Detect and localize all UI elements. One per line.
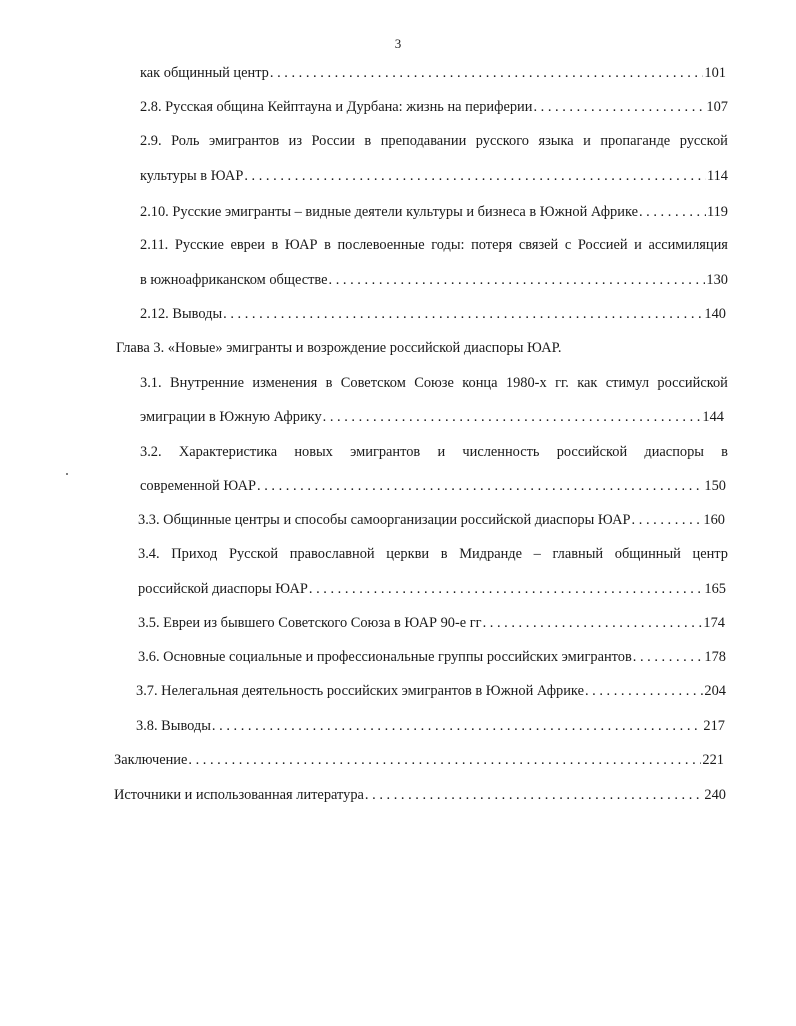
toc-word: Россией <box>577 237 628 253</box>
toc-entry-2-10 <box>140 203 728 221</box>
toc-entry-2-9-first-line <box>140 132 728 150</box>
toc-word: новых <box>294 444 333 460</box>
toc-word: Мидранде <box>459 546 522 562</box>
toc-word: пропаганде <box>600 133 671 149</box>
toc-entry-text: 2.8. Русская община Кейптауна и Дурбана: жизнь на периферии <box>140 99 533 115</box>
toc-word: и <box>583 133 591 149</box>
toc-entry-3-2-first-line <box>140 443 728 461</box>
toc-word: эмигрантов <box>350 444 421 460</box>
toc-leader-dots <box>329 271 706 289</box>
toc-entry-page: 101 <box>704 65 726 81</box>
toc-entry-3-6 <box>138 648 726 666</box>
toc-entry-page: 165 <box>704 581 726 597</box>
toc-word: в <box>440 546 448 562</box>
toc-word: годы: <box>431 237 465 253</box>
toc-entry-3-1 <box>140 408 724 426</box>
toc-entry-page: 160 <box>703 512 725 528</box>
toc-entry-page: 140 <box>704 306 726 322</box>
toc-word: изменения <box>252 375 318 391</box>
toc-entry-3-8 <box>136 717 725 735</box>
toc-entry-page: 178 <box>704 649 726 665</box>
toc-entry-2-7-cont <box>140 64 726 82</box>
toc-entry-text: 2.10. Русские эмигранты – видные деятели культуры и бизнеса в Южной Африке <box>140 204 638 220</box>
toc-entry-text: российской диаспоры ЮАР <box>138 581 308 597</box>
toc-leader-dots <box>632 511 703 529</box>
toc-entry-page: 114 <box>706 168 728 184</box>
page-number: 3 <box>394 36 402 51</box>
toc-word: Советском <box>340 375 406 391</box>
toc-leader-dots <box>257 477 703 495</box>
toc-word: послевоенные <box>337 237 425 253</box>
chapter-3-heading: Глава 3. «Новые» эмигранты и возрождение российской диаспоры ЮАР. <box>116 340 562 356</box>
toc-leader-dots <box>639 203 706 221</box>
toc-leader-dots <box>188 751 701 769</box>
toc-entry-page: 144 <box>702 409 724 425</box>
toc-entry-text: культуры в ЮАР <box>140 168 244 184</box>
toc-entry-2-8 <box>140 98 728 116</box>
toc-word: и <box>634 237 642 253</box>
toc-leader-dots <box>244 167 706 185</box>
toc-entry-3-4-first-line <box>138 545 728 563</box>
toc-entry-text: 2.12. Выводы <box>140 306 223 322</box>
toc-entry-page: 130 <box>706 272 728 288</box>
toc-leader-dots <box>585 682 703 700</box>
toc-entry-2-11 <box>140 271 728 289</box>
toc-word: диаспоры <box>644 444 704 460</box>
toc-word: в <box>721 444 728 460</box>
toc-word: Союзе <box>414 375 454 391</box>
toc-word: 3.1. <box>140 375 162 391</box>
toc-entry-sources <box>114 786 726 804</box>
toc-entry-page: 240 <box>704 787 726 803</box>
toc-leader-dots <box>212 717 702 735</box>
toc-word: главный <box>552 546 604 562</box>
toc-word: Русской <box>228 546 279 562</box>
toc-word: русского <box>475 133 529 149</box>
toc-word: в <box>325 375 333 391</box>
toc-word: в <box>271 237 279 253</box>
toc-word: 3.4. <box>138 546 160 562</box>
toc-leader-dots <box>223 305 703 323</box>
toc-word: России <box>311 133 355 149</box>
toc-word: 2.11. <box>140 237 169 253</box>
toc-word: в <box>324 237 331 253</box>
toc-entry-3-7 <box>136 682 726 700</box>
toc-word: и <box>437 444 446 460</box>
toc-word: стимул <box>605 375 650 391</box>
toc-entry-3-5 <box>138 614 725 632</box>
toc-word: Роль <box>171 133 200 149</box>
toc-entry-2-12 <box>140 305 726 323</box>
toc-entry-text: 3.6. Основные социальные и профессиональные группы российских эмигрантов <box>138 649 632 665</box>
toc-entry-2-11-first-line <box>140 236 728 254</box>
toc-entry-page: 150 <box>704 478 726 494</box>
toc-word: – <box>533 546 541 562</box>
toc-entry-page: 107 <box>706 99 728 115</box>
scan-speck <box>66 473 68 475</box>
toc-word: общинный <box>614 546 681 562</box>
toc-word: гг. <box>555 375 569 391</box>
toc-word: русской <box>679 133 728 149</box>
toc-word: ассимиляция <box>648 237 728 253</box>
toc-word: конца <box>462 375 498 391</box>
toc-word: 1980-х <box>505 375 547 391</box>
toc-word: связей <box>518 237 559 253</box>
toc-word: 2.9. <box>140 133 162 149</box>
toc-word: преподавании <box>380 133 467 149</box>
toc-entry-text: 3.5. Евреи из бывшего Советского Союза в ЮАР 90-е гг <box>138 615 482 631</box>
toc-word: евреи <box>230 237 265 253</box>
toc-word: ЮАР <box>284 237 318 253</box>
toc-entry-2-9 <box>140 167 728 185</box>
toc-word: Приход <box>171 546 218 562</box>
toc-word: 3.2. <box>140 444 162 460</box>
toc-word: православной <box>289 546 375 562</box>
toc-entry-text: как общинный центр <box>140 65 269 81</box>
toc-leader-dots <box>270 64 704 82</box>
toc-entry-text: Заключение <box>114 752 188 768</box>
toc-entry-text: 3.8. Выводы <box>136 718 211 734</box>
toc-entry-text: в южноафриканском обществе <box>140 272 328 288</box>
toc-entry-3-3 <box>138 511 725 529</box>
toc-leader-dots <box>365 786 703 804</box>
toc-word: как <box>577 375 598 391</box>
toc-entry-page: 204 <box>704 683 726 699</box>
toc-word: Русские <box>174 237 224 253</box>
toc-word: российской <box>556 444 628 460</box>
toc-entry-conclusion <box>114 751 724 769</box>
toc-entry-page: 119 <box>706 204 728 220</box>
toc-entry-text: 3.7. Нелегальная деятельность российских эмигрантов в Южной Африке <box>136 683 584 699</box>
toc-entry-page: 221 <box>702 752 724 768</box>
toc-entry-3-2 <box>140 477 726 495</box>
toc-entry-3-1-first-line <box>140 374 728 392</box>
toc-entry-text: 3.3. Общинные центры и способы самоорганизации российской диаспоры ЮАР <box>138 512 631 528</box>
toc-word: из <box>288 133 303 149</box>
toc-word: российской <box>657 375 728 391</box>
toc-entry-text: Источники и использованная литература <box>114 787 364 803</box>
toc-word: языка <box>538 133 574 149</box>
toc-word: эмигрантов <box>209 133 280 149</box>
toc-entry-page: 217 <box>703 718 725 734</box>
toc-entry-page: 174 <box>703 615 725 631</box>
toc-entry-text: эмиграции в Южную Африку <box>140 409 322 425</box>
toc-word: центр <box>692 546 728 562</box>
toc-word: в <box>364 133 372 149</box>
toc-leader-dots <box>633 648 704 666</box>
toc-word: Внутренние <box>169 375 245 391</box>
toc-entry-3-4 <box>138 580 726 598</box>
toc-leader-dots <box>323 408 702 426</box>
toc-entry-text: современной ЮАР <box>140 478 256 494</box>
toc-word: Характеристика <box>178 444 278 460</box>
toc-word: церкви <box>386 546 430 562</box>
toc-word: с <box>564 237 572 253</box>
toc-leader-dots <box>533 98 705 116</box>
toc-word: потеря <box>471 237 513 253</box>
toc-word: численность <box>462 444 540 460</box>
toc-leader-dots <box>483 614 703 632</box>
toc-leader-dots <box>309 580 704 598</box>
